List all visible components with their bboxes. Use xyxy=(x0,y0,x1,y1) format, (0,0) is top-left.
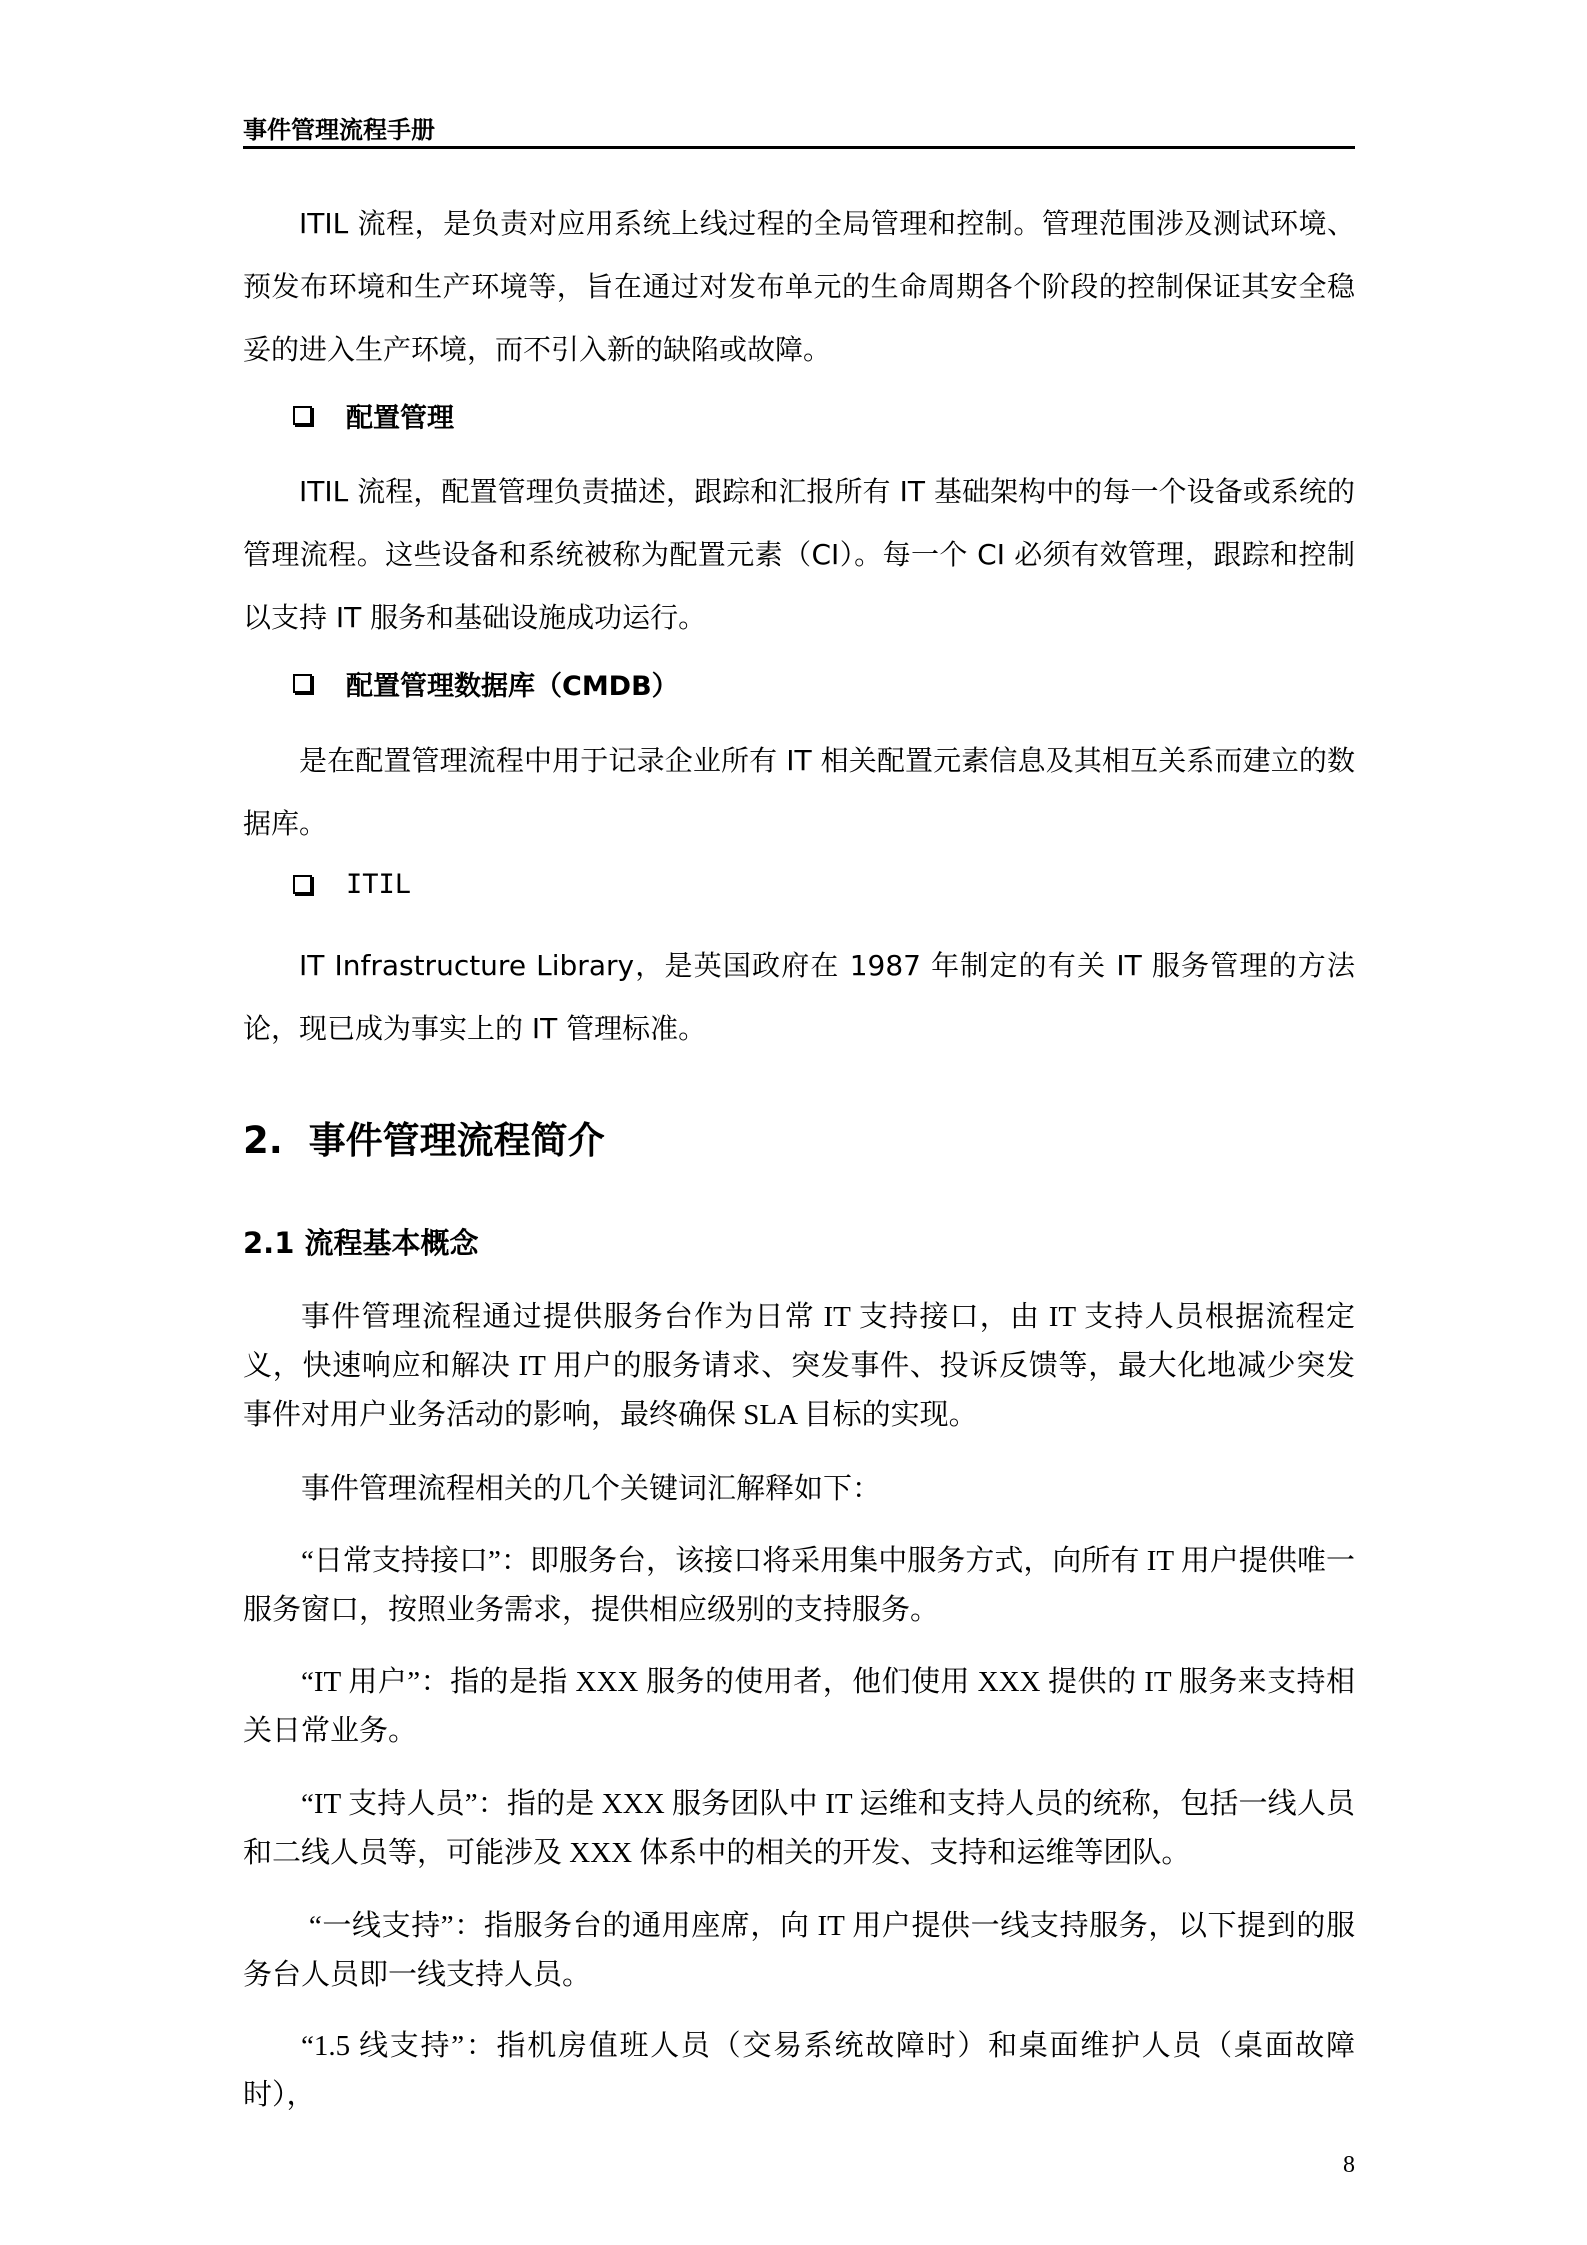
bullet-label: ITIL xyxy=(346,869,412,900)
paragraph: 事件管理流程相关的几个关键词汇解释如下： xyxy=(301,1473,882,1505)
paragraph-config: ITIL 流程，配置管理负责描述，跟踪和汇报所有 IT 基础架构中的每一个设备或系统的管理流程。这些设备和系统被称为配置元素（CI）。每一个 CI 必须有效管理，跟踪和控制以支持 IT 服务和基础设施成功运行。 xyxy=(243,475,1355,634)
page-number: 8 xyxy=(1343,2152,1355,2178)
paragraph-itil: IT Infrastructure Library，是英国政府在 1987 年制定的有关 IT 服务管理的方法论，现已成为事实上的 IT 管理标准。 xyxy=(243,949,1355,1045)
bullet-label: 配置管理数据库（CMDB） xyxy=(346,671,679,702)
header-rule xyxy=(243,146,1355,149)
section-heading: 2. 事件管理流程简介 xyxy=(243,1119,605,1162)
paragraph-release: ITIL 流程，是负责对应用系统上线过程的全局管理和控制。管理范围涉及测试环境、预发布环境和生产环境等，旨在通过对发布单元的生命周期各个阶段的控制保证其安全稳妥的进入生产环境，而不引入新的缺陷或故障。 xyxy=(243,207,1355,366)
checkbox-bullet-icon xyxy=(293,674,312,693)
bullet-label: 配置管理 xyxy=(346,403,454,434)
paragraph: “一线支持”：指服务台的通用座席，向 IT 用户提供一线支持服务，以下提到的服务台人员即一线支持人员。 xyxy=(243,1910,1356,1991)
bullet-itil xyxy=(293,869,1293,900)
checkbox-bullet-icon xyxy=(293,875,312,894)
paragraph: “1.5 线支持”：指机房值班人员（交易系统故障时）和桌面维护人员（桌面故障时）， xyxy=(243,2030,1355,2111)
checkbox-bullet-icon xyxy=(293,406,312,425)
bullet-config-management xyxy=(293,396,1293,435)
paragraph: “IT 用户”：指的是指 XXX 服务的使用者，他们使用 XXX 提供的 IT 服务来支持相关日常业务。 xyxy=(243,1666,1355,1747)
paragraph: “IT 支持人员”：指的是 XXX 服务团队中 IT 运维和支持人员的统称，包括一线人员和二线人员等，可能涉及 XXX 体系中的相关的开发、支持和运维等团队。 xyxy=(243,1788,1355,1869)
paragraph-cmdb: 是在配置管理流程中用于记录企业所有 IT 相关配置元素信息及其相互关系而建立的数据库。 xyxy=(243,744,1355,840)
subsection-heading: 2.1 流程基本概念 xyxy=(243,1226,479,1260)
running-header: 事件管理流程手册 xyxy=(243,116,435,144)
paragraph: 事件管理流程通过提供服务台作为日常 IT 支持接口，由 IT 支持人员根据流程定义，快速响应和解决 IT 用户的服务请求、突发事件、投诉反馈等，最大化地减少突发事件对用户业务活动的影响，最终确保 SLA 目标的实现。 xyxy=(243,1301,1355,1431)
bullet-cmdb xyxy=(293,664,1293,703)
paragraph: “日常支持接口”：即服务台，该接口将采用集中服务方式，向所有 IT 用户提供唯一服务窗口，按照业务需求，提供相应级别的支持服务。 xyxy=(243,1545,1355,1626)
